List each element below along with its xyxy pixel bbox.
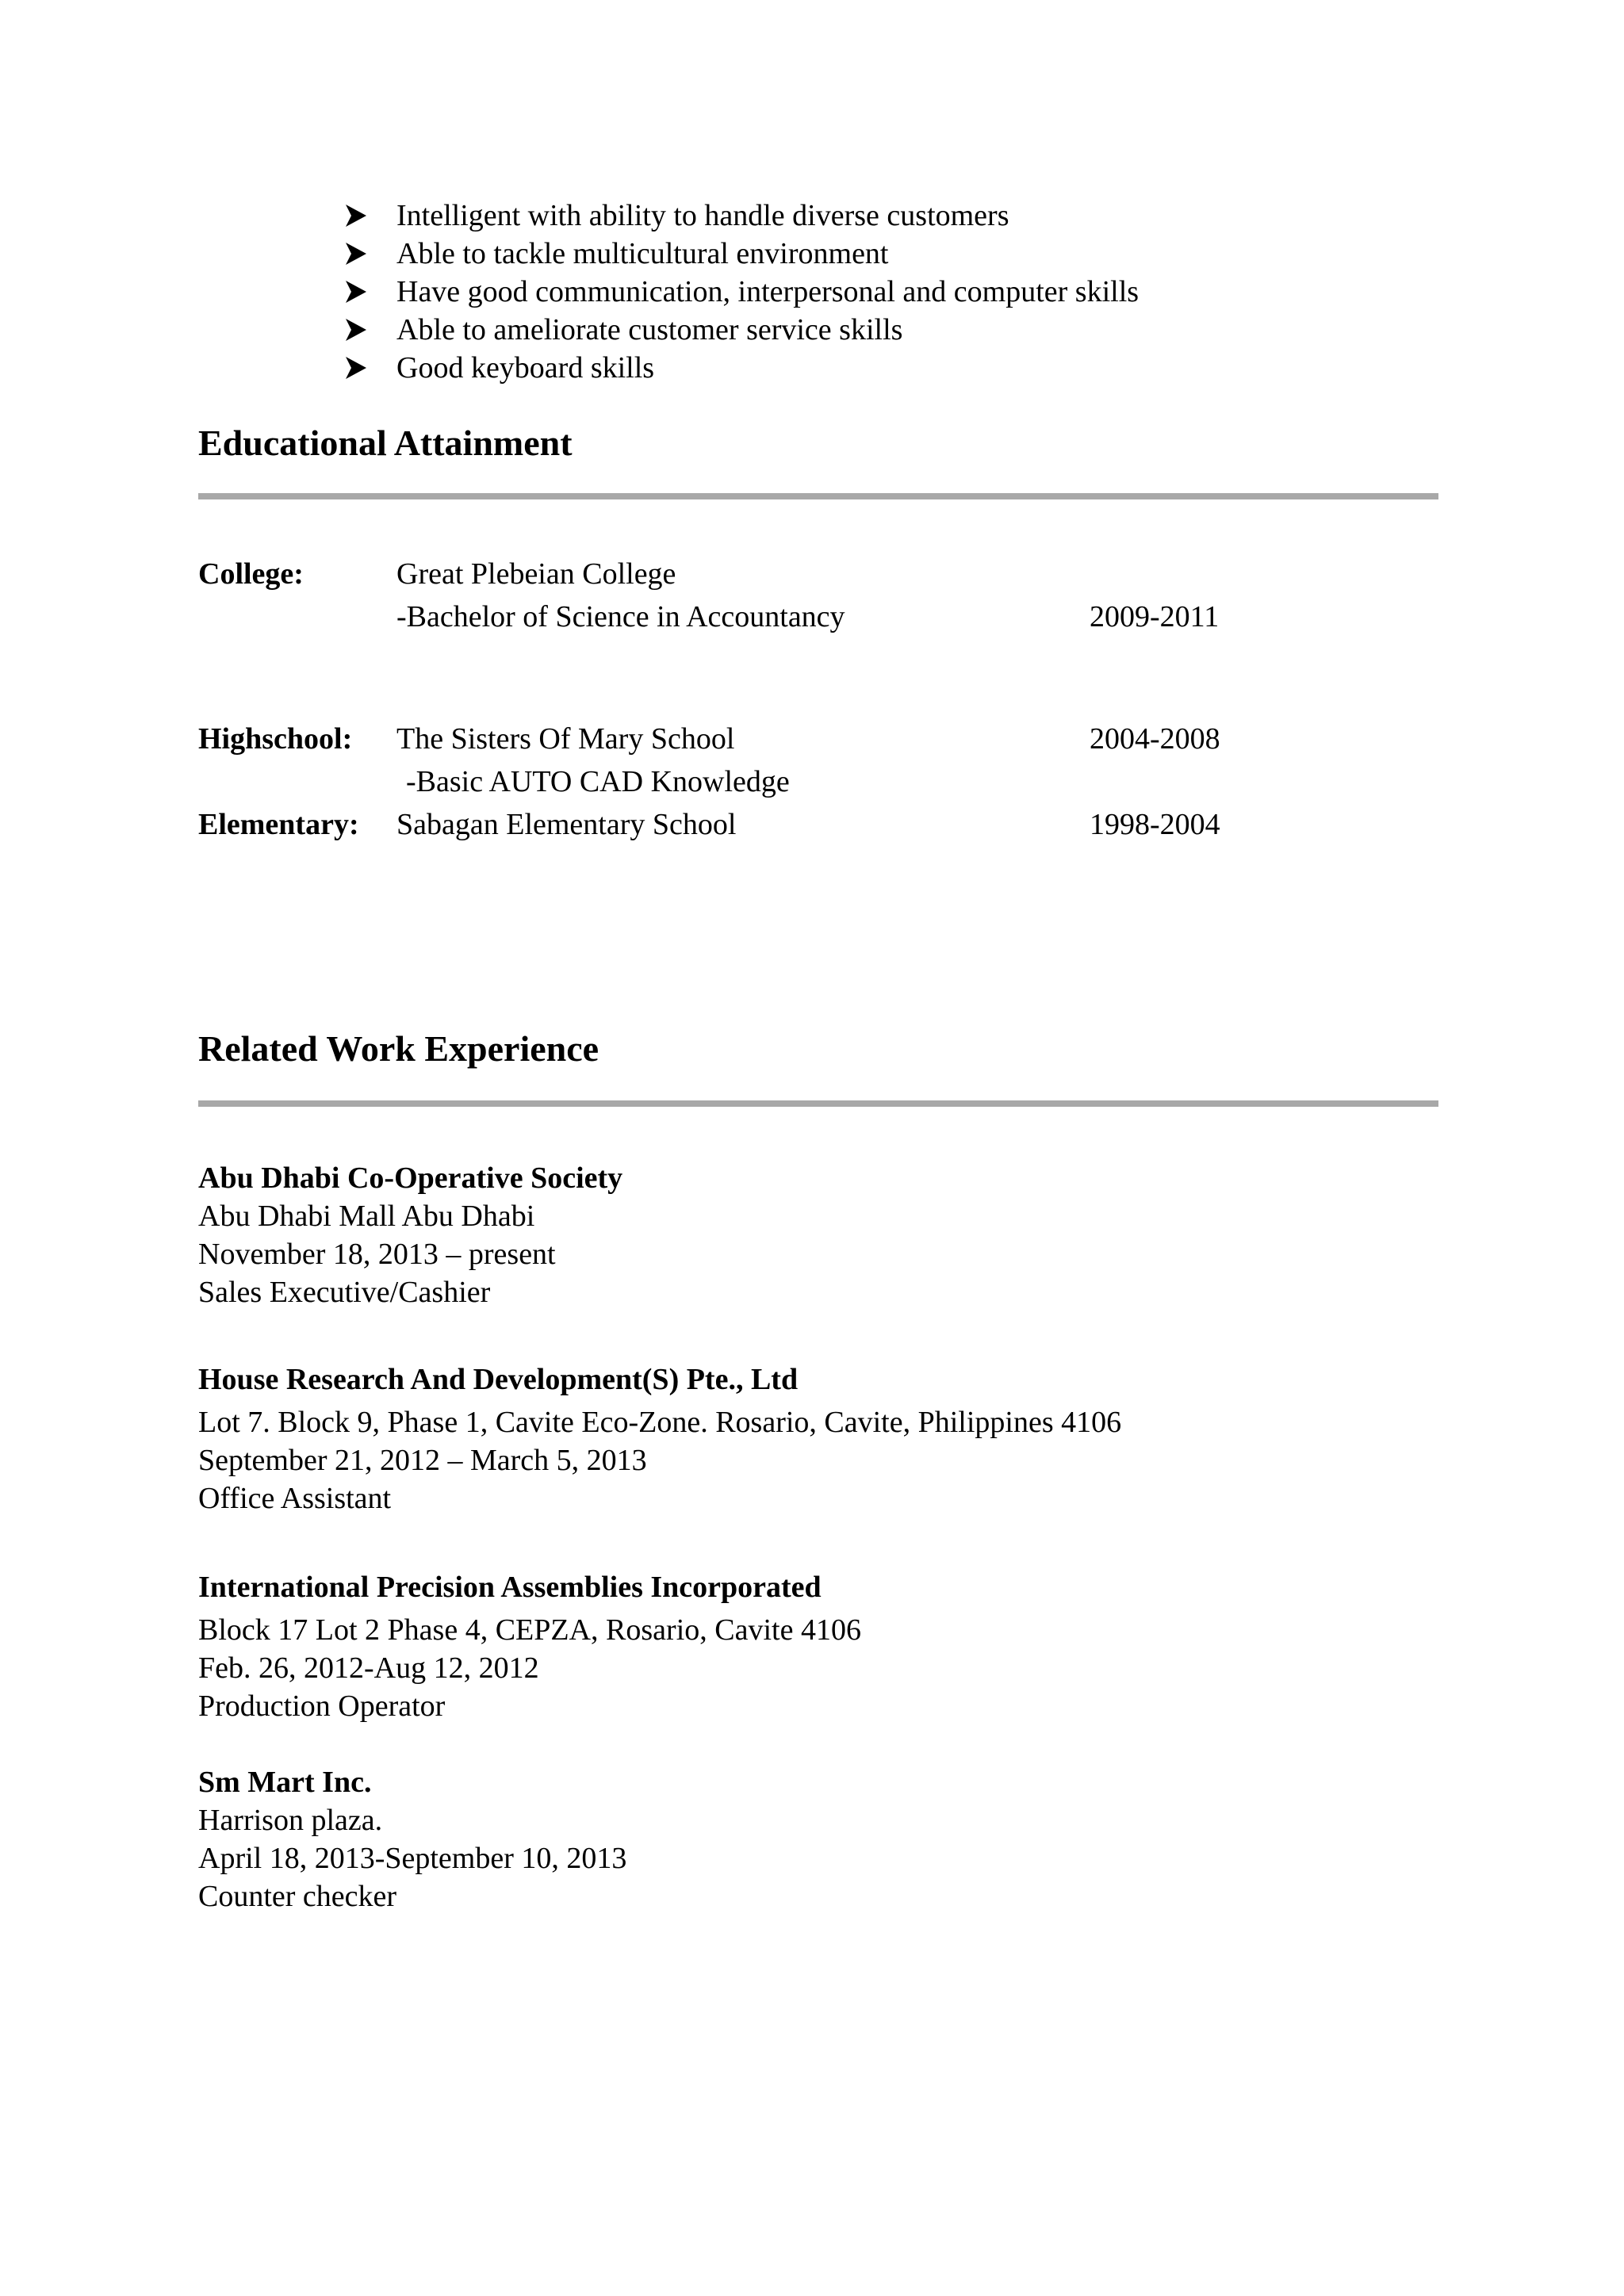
list-item bbox=[346, 197, 1139, 235]
arrowhead-bullet-icon bbox=[346, 243, 396, 265]
skill-text: Able to tackle multicultural environment bbox=[396, 237, 889, 270]
job-position: Counter checker bbox=[198, 1880, 397, 1913]
job-company: International Precision Assemblies Incorporated bbox=[198, 1571, 822, 1604]
job-dates: April 18, 2013-September 10, 2013 bbox=[198, 1842, 627, 1875]
job-location: Harrison plaza. bbox=[198, 1804, 383, 1837]
arrowhead-bullet-icon bbox=[346, 319, 396, 341]
job-position: Production Operator bbox=[198, 1689, 446, 1723]
job-position: Office Assistant bbox=[198, 1482, 392, 1515]
job-position: Sales Executive/Cashier bbox=[198, 1276, 491, 1309]
list-item bbox=[346, 235, 1139, 273]
job-company: Sm Mart Inc. bbox=[198, 1766, 372, 1799]
skill-text: Have good communication, interpersonal and computer skills bbox=[396, 275, 1139, 308]
job-location: Abu Dhabi Mall Abu Dhabi bbox=[198, 1200, 535, 1233]
highschool-years: 2004-2008 bbox=[1090, 722, 1220, 756]
list-item bbox=[346, 311, 1139, 349]
job-location: Lot 7. Block 9, Phase 1, Cavite Eco-Zone. Rosario, Cavite, Philippines 4106 bbox=[198, 1406, 1122, 1439]
college-label: College: bbox=[198, 557, 304, 591]
college-years: 2009-2011 bbox=[1090, 600, 1220, 633]
job-dates: November 18, 2013 – present bbox=[198, 1238, 556, 1271]
section-divider bbox=[198, 1100, 1438, 1107]
arrowhead-bullet-icon bbox=[346, 281, 396, 303]
job-company: House Research And Development(S) Pte., Ltd bbox=[198, 1363, 799, 1396]
experience-heading: Related Work Experience bbox=[198, 1028, 599, 1069]
highschool-school: The Sisters Of Mary School bbox=[396, 722, 735, 756]
skill-text: Intelligent with ability to handle diverse customers bbox=[396, 199, 1009, 232]
job-company: Abu Dhabi Co-Operative Society bbox=[198, 1161, 623, 1195]
highschool-label: Highschool: bbox=[198, 722, 353, 756]
skill-text: Good keyboard skills bbox=[396, 351, 655, 385]
college-degree: -Bachelor of Science in Accountancy bbox=[396, 600, 845, 633]
college-school: Great Plebeian College bbox=[396, 557, 676, 591]
skills-list bbox=[346, 197, 1139, 387]
list-item bbox=[346, 349, 1139, 387]
job-dates: Feb. 26, 2012-Aug 12, 2012 bbox=[198, 1651, 539, 1685]
elementary-school: Sabagan Elementary School bbox=[396, 808, 737, 841]
arrowhead-bullet-icon bbox=[346, 357, 396, 379]
arrowhead-bullet-icon bbox=[346, 205, 396, 227]
skill-text: Able to ameliorate customer service skills bbox=[396, 313, 903, 346]
education-heading: Educational Attainment bbox=[198, 423, 573, 463]
list-item bbox=[346, 273, 1139, 311]
job-dates: September 21, 2012 – March 5, 2013 bbox=[198, 1444, 647, 1477]
highschool-note: -Basic AUTO CAD Knowledge bbox=[406, 765, 790, 798]
elementary-years: 1998-2004 bbox=[1090, 808, 1220, 841]
elementary-label: Elementary: bbox=[198, 808, 359, 841]
job-location: Block 17 Lot 2 Phase 4, CEPZA, Rosario, Cavite 4106 bbox=[198, 1613, 861, 1647]
section-divider bbox=[198, 493, 1438, 499]
